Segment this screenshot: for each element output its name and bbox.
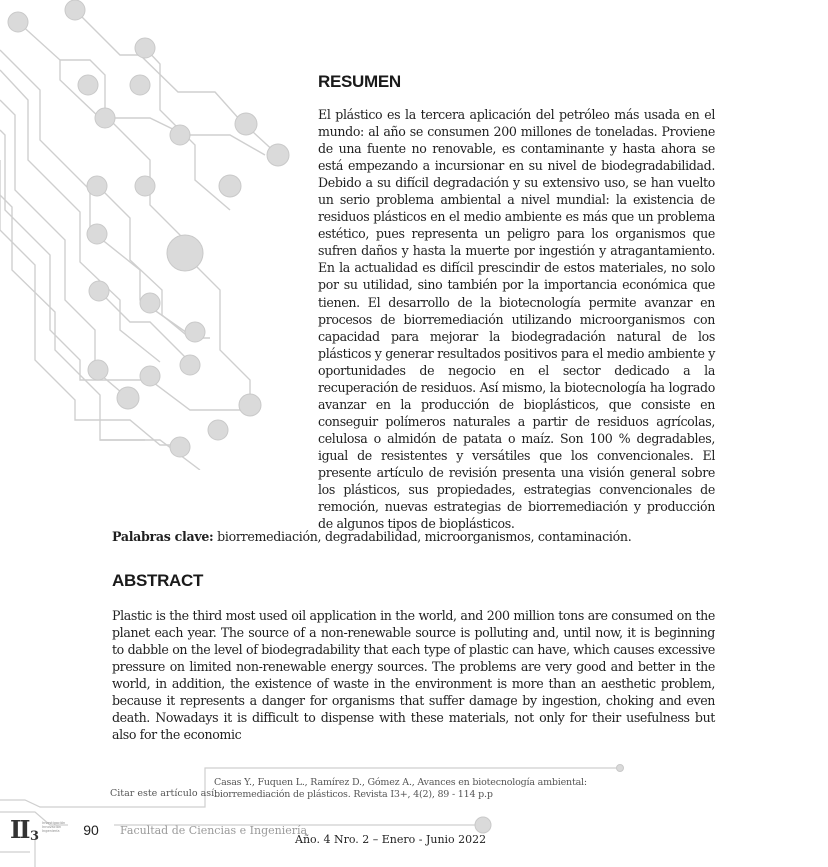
abstract-heading: ABSTRACT xyxy=(112,571,204,590)
keywords-line xyxy=(112,528,722,545)
resumen-paragraph: El plástico es la tercera aplicación del petróleo más usada en el mundo: al año se consumen 200 millones de toneladas. Proviene de una fuente no renovable, es contaminante y hasta ahora se está empezando a incursionar en su nivel de biodegradabilidad. Debido a su difícil degradación y su extensivo uso, se han vuelto un serio problema ambiental a nivel mundial: la existencia de residuos plásticos en el medio ambiente es más que un problema estético, pues representa un peligro para los organismos que sufren daños y hasta la muerte por ingestión y atragantamiento. En la actualidad es difícil prescindir de estos materiales, no solo por su utilidad, sino también por la importancia económica que tienen. El desarrollo de la biotecnología permite avanzar en procesos de biorremediación utilizando microorganismos con capacidad para mejorar la biodegradación natural de los plásticos y generar resultados positivos para el medio ambiente y oportunidades de negocio en el sector dedicado a la recuperación de residuos. Así mismo, la biotecnología ha logrado avanzar en la producción de bioplásticos, que consiste en conseguir polímeros naturales a partir de residuos agrícolas, celulosa o almidón de patata o maíz. Son 100 % degradables, igual de resistentes y versátiles que los convencionales. El presente artículo de revisión presenta una visión general sobre los plásticos, sus propiedades, estrategias convencionales de remoción, nuevas estrategias de biorremediación y producción de algunos tipos de bioplásticos. xyxy=(318,107,715,532)
faculty-name: Facultad de Ciencias e Ingeniería xyxy=(120,824,308,837)
logo-sub: 3 xyxy=(30,829,40,844)
issue-info: Año. 4 Nro. 2 – Enero - Junio 2022 xyxy=(295,833,487,846)
keywords-label: Palabras clave: xyxy=(112,529,214,544)
circuit-nodes xyxy=(8,0,289,457)
citation-label: Citar este artículo así: xyxy=(110,788,218,799)
citation-text: Casas Y., Fuquen L., Ramírez D., Gómez A., Avances en biotecnología ambiental: biorremediación de plásticos. Revista I3+, 4(2), 89 - 114 p.p xyxy=(214,777,587,800)
resumen-heading: RESUMEN xyxy=(318,72,401,91)
logo-main: II xyxy=(10,815,29,844)
footer-decoration xyxy=(0,740,828,867)
abstract-paragraph: Plastic is the third most used oil application in the world, and 200 million tons are consumed on the planet each year. The source of a non-renewable source is polluting and, until now, it is beginning to dabble on the level of biodegradability that each type of plastic can have, which causes excessive pressure on limited non-renewable energy sources. The problems are very good and better in the world, in addition, the existence of waste in the environment is more than an aesthetic problem, because it represents a danger for organisms that suffer damage by ingestion, choking and even death. Nowadays it is difficult to dispense with these materials, not only for their usefulness but also for the economic xyxy=(112,608,715,743)
keywords-text: biorremediación, degradabilidad, microorganismos, contaminación. xyxy=(217,529,632,544)
logo-small: Investigación Innovación Ingeniería xyxy=(42,821,66,833)
journal-logo xyxy=(8,815,66,847)
page-number: 90 xyxy=(68,817,114,843)
circuit-decoration xyxy=(0,0,300,470)
